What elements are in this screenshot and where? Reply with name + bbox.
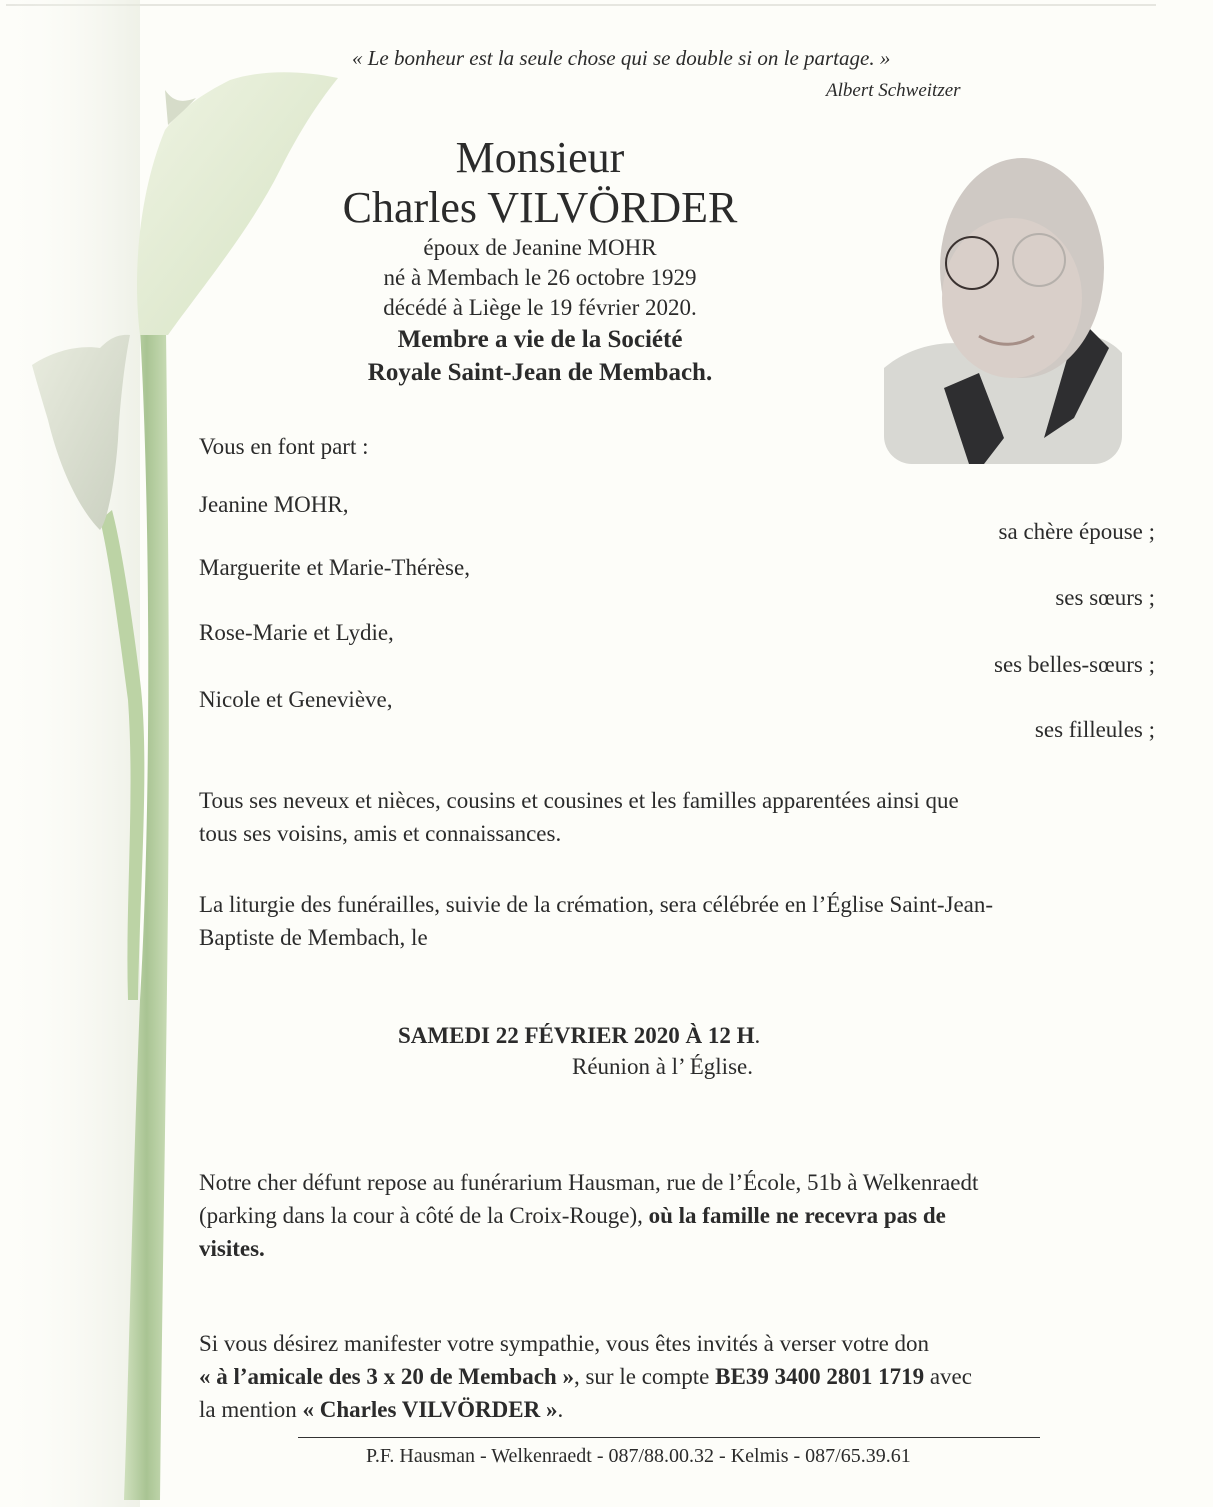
donation-mention-prefix: la mention (199, 1397, 303, 1422)
deceased-header (250, 133, 830, 389)
family-relation-0: sa chère épouse ; (998, 519, 1155, 544)
repose-line-1: Notre cher défunt repose au funérarium Hausman, rue de l’École, 51b à Welkenraedt (199, 1170, 979, 1195)
repose-line-3 (199, 1232, 1179, 1265)
donation-account-suffix: avec (924, 1364, 972, 1389)
donation-mention: « Charles VILVÖRDER » (302, 1397, 558, 1422)
family-relation-2: ses belles-sœurs ; (994, 652, 1155, 677)
ceremony-date-text: SAMEDI 22 FÉVRIER 2020 À 12 H (398, 1023, 755, 1048)
relatives-paragraph (199, 784, 1179, 850)
footer-divider (298, 1437, 1040, 1438)
donation-line-2 (199, 1360, 1179, 1393)
portrait-face (942, 218, 1082, 378)
family-names-3: Nicole et Geneviève, (199, 687, 393, 712)
relatives-line-2: tous ses voisins, amis et connaissances. (199, 821, 562, 846)
birth-line: né à Membach le 26 octobre 1929 (383, 265, 697, 290)
death-line: décédé à Liège le 19 février 2020. (383, 295, 697, 320)
portrait-photo (884, 138, 1122, 464)
membership-line-1: Membre a vie de la Société (397, 326, 683, 353)
meeting-place: Réunion à l’ Église. (572, 1054, 753, 1079)
repose-line-2 (199, 1199, 1179, 1232)
donation-line-3 (199, 1393, 1179, 1426)
announcement-intro: Vous en font part : (199, 434, 369, 459)
ceremony-line-2: Baptiste de Membach, le (199, 925, 428, 950)
deceased-name: Charles VILVÖRDER (342, 183, 738, 232)
family-names-2: Rose-Marie et Lydie, (199, 620, 394, 645)
donation-account-number: BE39 3400 2801 1719 (715, 1364, 925, 1389)
family-names-0: Jeanine MOHR, (199, 492, 349, 517)
ceremony-paragraph (199, 888, 1179, 954)
donation-line-1: Si vous désirez manifester votre sympathie, vous êtes invités à verser votre don (199, 1331, 930, 1356)
funeral-home-footer: P.F. Hausman - Welkenraedt - 087/88.00.32 - Kelmis - 087/65.39.61 (366, 1445, 911, 1467)
donation-recipient: « à l’amicale des 3 x 20 de Membach » (199, 1364, 574, 1389)
repose-no-visits: où la famille ne recevra pas de (648, 1203, 946, 1228)
repose-visits: visites. (199, 1236, 265, 1261)
ceremony-date (398, 1023, 760, 1049)
ceremony-line-1: La liturgie des funérailles, suivie de la crémation, sera célébrée en l’Église Saint-Jean- (199, 892, 994, 917)
ceremony-date-period: . (754, 1023, 761, 1048)
family-relation-3: ses filleules ; (1034, 717, 1155, 742)
family-names-1: Marguerite et Marie-Thérèse, (199, 555, 470, 580)
donation-account-prefix: , sur le compte (573, 1364, 716, 1389)
portrait-illustration (884, 138, 1122, 464)
epigraph-author: Albert Schweitzer (826, 80, 961, 101)
donation-paragraph (199, 1327, 1179, 1426)
family-relation-1: ses sœurs ; (1055, 585, 1155, 610)
membership-line-2: Royale Saint-Jean de Membach. (367, 359, 713, 386)
lily-shadow (0, 0, 140, 1507)
relatives-line-1: Tous ses neveux et nièces, cousins et cousines et les familles apparentées ainsi que (199, 788, 959, 813)
epigraph-quote: « Le bonheur est la seule chose qui se double si on le partage. » (352, 46, 891, 70)
repose-parking: (parking dans la cour à côté de la Croix-Rouge), (199, 1203, 649, 1228)
repose-paragraph (199, 1166, 1179, 1265)
spouse-line: époux de Jeanine MOHR (423, 235, 657, 260)
donation-mention-suffix: . (557, 1397, 564, 1422)
honorific: Monsieur (455, 133, 625, 182)
